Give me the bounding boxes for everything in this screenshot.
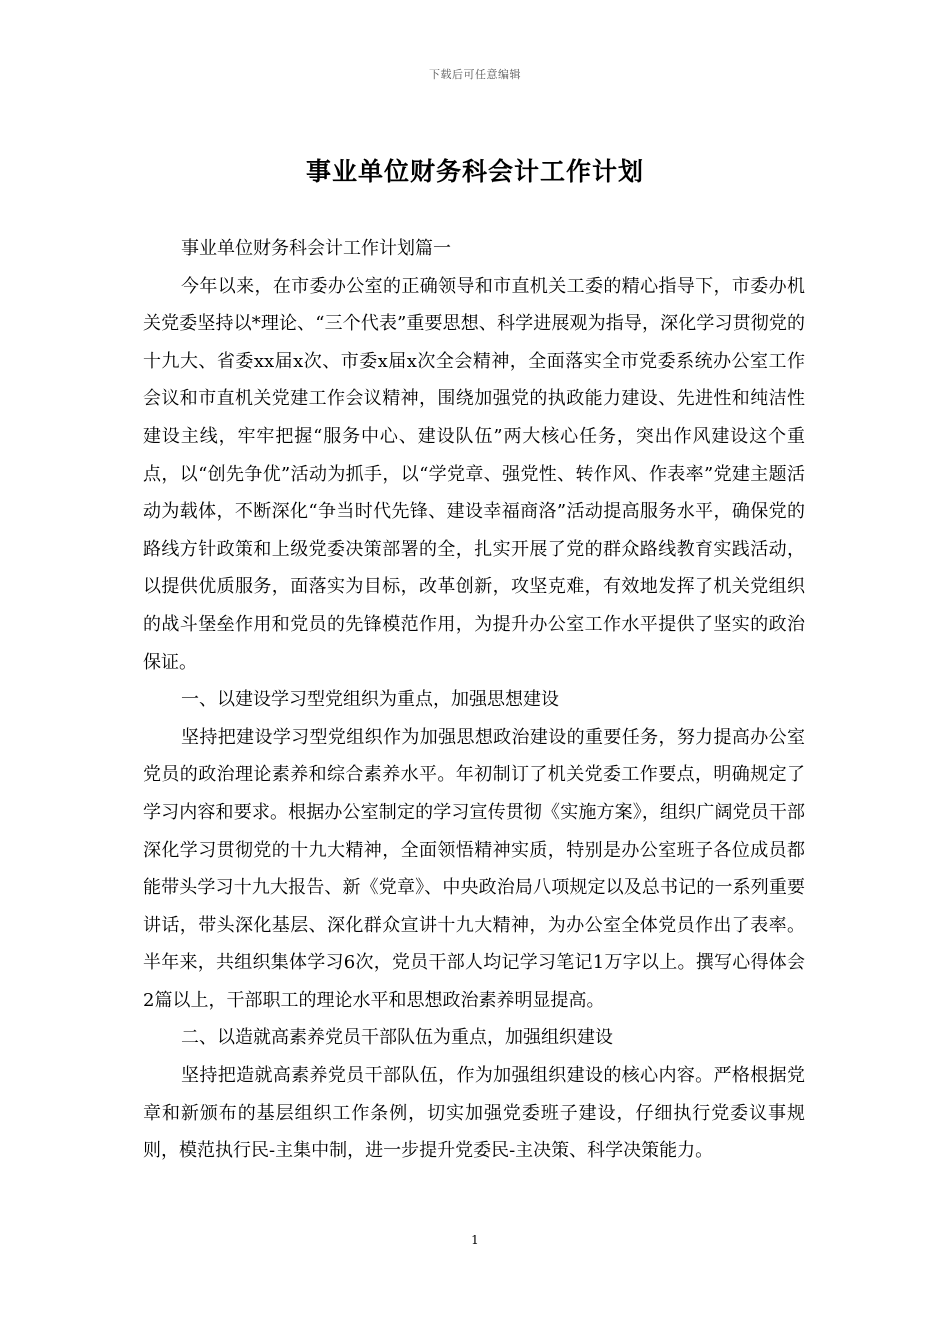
document-title: 事业单位财务科会计工作计划 (305, 157, 644, 186)
section-heading-1: 一、以建设学习型党组织为重点，加强思想建设 (181, 689, 559, 711)
intro-paragraph: 今年以来，在市委办公室的正确领导和市直机关工委的精心指导下，市委办机关党委坚持以*理论、“三个代表”重要思想、科学进展观为指导，深化学习贯彻党的十九大、省委xx届x次、市委x届x次全会精神，全面落实全市党委系统办公室工作会议和市直机关党建工作会议精神，围绕加强党的执政能力建设、先进性和纯洁性建设主线，牢牢把握“服务中心、建设队伍”两大核心任务，突出作风建设这个重点，以“创先争优”活动为抓手，以“学党章、强党性、转作风、作表率”党建主题活动为载体，不断深化“争当时代先锋、建设幸福商洛”活动提高服务水平，确保党的路线方针政策和上级党委决策部署的全，扎实开展了党的群众路线教育实践活动，以提供优质服务，面落实为目标，改革创新，攻坚克难，有效地发挥了机关党组织的战斗堡垒作用和党员的先锋模范作用，为提升办公室工作水平提供了坚实的政治保证。 (143, 275, 805, 673)
document-body (143, 230, 805, 1170)
page-header: 下载后可任意编辑 (429, 68, 521, 81)
section-subtitle: 事业单位财务科会计工作计划篇一 (181, 238, 451, 259)
section-heading-2: 二、以造就高素养党员干部队伍为重点，加强组织建设 (181, 1027, 613, 1049)
section-paragraph-2: 坚持把造就高素养党员干部队伍，作为加强组织建设的核心内容。严格根据党章和新颁布的基层组织工作条例，切实加强党委班子建设，仔细执行党委议事规则，模范执行民-主集中制，进一步提升党委民-主决策、科学决策能力。 (143, 1065, 805, 1162)
page-number: 1 (471, 1233, 479, 1247)
section-paragraph-1: 坚持把建设学习型党组织作为加强思想政治建设的重要任务，努力提高办公室党员的政治理论素养和综合素养水平。年初制订了机关党委工作要点，明确规定了学习内容和要求。根据办公室制定的学习宣传贯彻《实施方案》，组织广阔党员干部深化学习贯彻党的十九大精神，全面领悟精神实质，特别是办公室班子各位成员都能带头学习十九大报告、新《党章》、中央政治局八项规定以及总书记的一系列重要讲话，带头深化基层、深化群众宣讲十九大精神，为办公室全体党员作出了表率。半年来，共组织集体学习6次，党员干部人均记学习笔记1万字以上。撰写心得体会2篇以上，干部职工的理论水平和思想政治素养明显提高。 (143, 726, 805, 1011)
